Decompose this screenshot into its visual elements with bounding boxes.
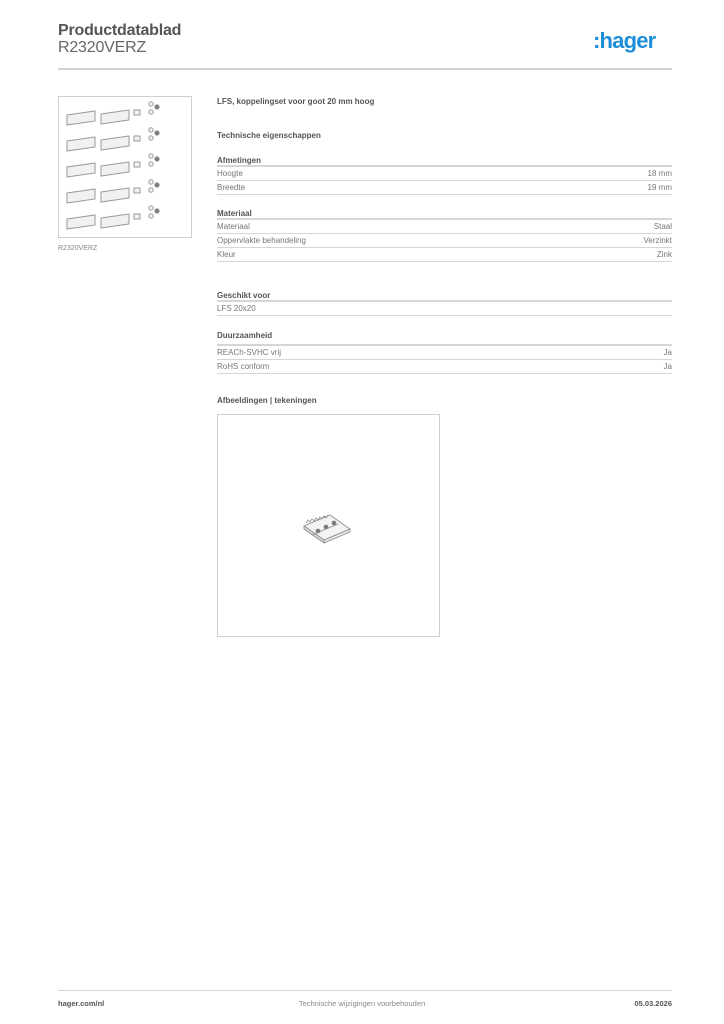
group-sustainability — [217, 330, 672, 374]
footer-divider — [58, 990, 672, 991]
product-thumbnail — [58, 96, 192, 238]
row-label: Hoogte — [217, 169, 243, 178]
row-label: LFS 20x20 — [217, 304, 256, 313]
product-description: LFS, koppelingset voor goot 20 mm hoog — [217, 97, 375, 106]
product-drawing-frame — [217, 414, 440, 637]
coupling-plate-drawing-icon — [218, 415, 439, 636]
group-suitable-for — [217, 290, 672, 316]
table-row — [217, 167, 672, 181]
group-material — [217, 208, 672, 262]
row-label: Kleur — [217, 250, 236, 259]
row-label: Breedte — [217, 183, 246, 192]
group-title: Geschikt voor — [217, 290, 672, 302]
row-label: RoHS conform — [217, 362, 270, 371]
row-label: REACh-SVHC vrij — [217, 348, 282, 357]
coupling-set-parts-icon — [59, 97, 191, 237]
footer-disclaimer: Technische wijzigingen voorbehouden — [298, 999, 426, 1008]
row-label: Oppervlakte behandeling — [217, 236, 306, 245]
row-value: Zink — [656, 250, 672, 259]
header-divider — [58, 68, 672, 70]
row-label: Materiaal — [217, 222, 250, 231]
table-row — [217, 360, 672, 374]
group-title: Afmetingen — [217, 155, 672, 167]
technical-properties-title: Technische eigenschappen — [217, 131, 321, 140]
hager-logo: :hager — [593, 28, 656, 53]
row-value: Ja — [663, 348, 672, 357]
group-dimensions — [217, 155, 672, 195]
row-value: Staal — [653, 222, 672, 231]
row-value: 18 mm — [647, 169, 672, 178]
row-value: 19 mm — [647, 183, 672, 192]
row-value: Ja — [663, 362, 672, 371]
images-drawings-title: Afbeeldingen | tekeningen — [217, 396, 317, 405]
group-title: Materiaal — [217, 208, 672, 220]
table-row — [217, 302, 672, 316]
thumbnail-caption: R2320VERZ — [58, 245, 98, 252]
table-row — [217, 181, 672, 195]
footer-date: 05.03.2026 — [634, 999, 672, 1008]
table-row — [217, 248, 672, 262]
footer-website-link[interactable]: hager.com/nl — [58, 999, 105, 1008]
group-title: Duurzaamheid — [217, 330, 672, 346]
table-row — [217, 220, 672, 234]
table-row — [217, 234, 672, 248]
product-code: R2320VERZ — [58, 39, 147, 56]
table-row — [217, 346, 672, 360]
page-title: Productdatablad — [58, 22, 182, 39]
row-value: Verzinkt — [643, 236, 672, 245]
